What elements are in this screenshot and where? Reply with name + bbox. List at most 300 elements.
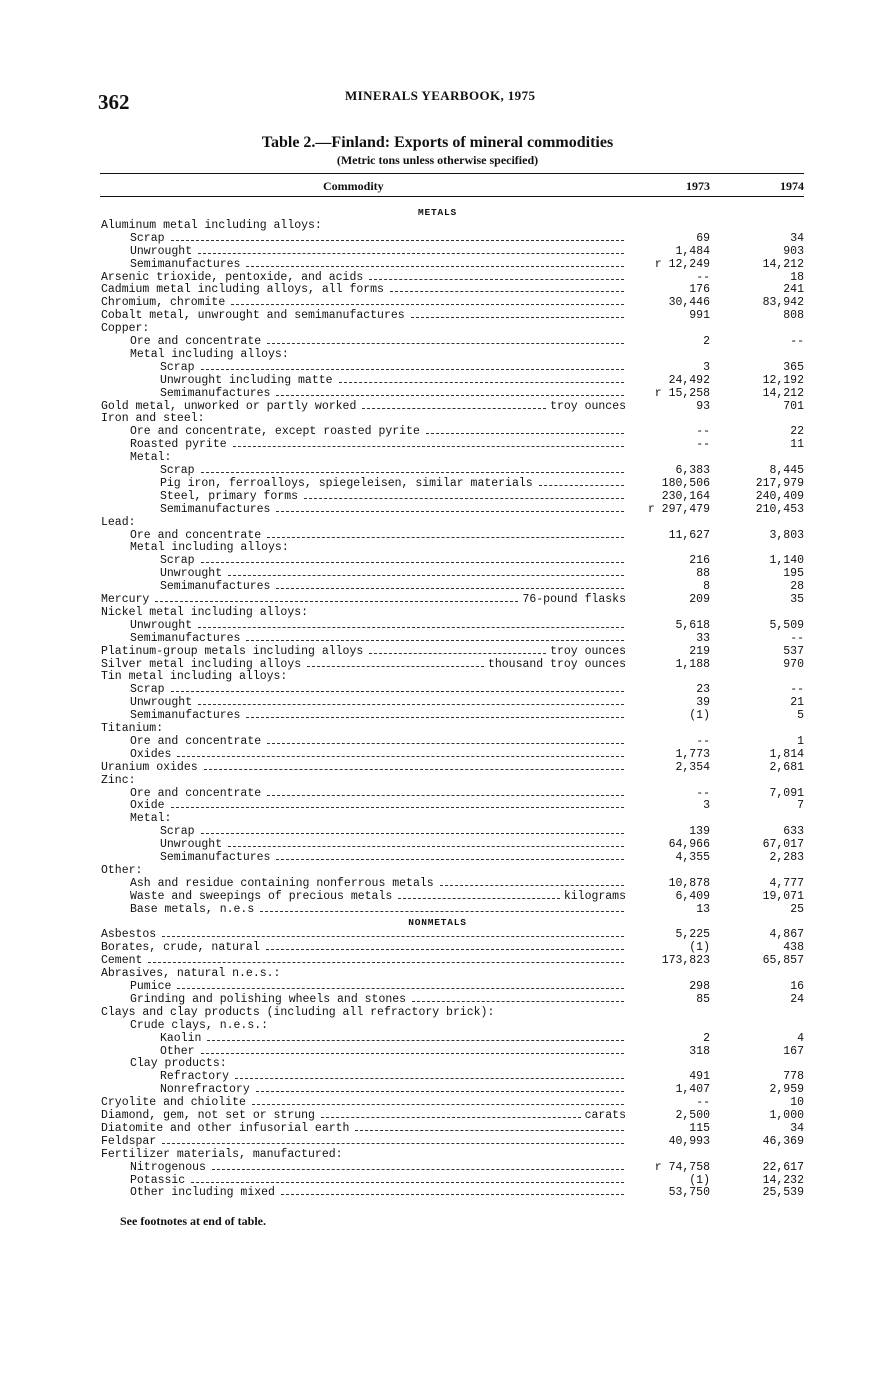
row-label-text: Scrap: [160, 360, 195, 374]
cell-1973: r 297,479: [647, 502, 710, 516]
cell-1973: 88: [696, 567, 710, 581]
row-label: [130, 696, 628, 709]
cell-1973: 23: [696, 683, 710, 697]
row-label-text: Feldspar: [101, 1134, 157, 1148]
row-label-text: Clay products:: [130, 1057, 227, 1071]
cell-1974: 7: [797, 799, 804, 813]
table-row: [0, 1096, 875, 1109]
row-label-text: Kaolin: [160, 1031, 202, 1045]
row-label: [160, 1032, 628, 1045]
cell-1973: 491: [689, 1070, 710, 1084]
row-label: [101, 271, 628, 284]
row-label: [130, 1161, 628, 1174]
dot-leader: [307, 666, 484, 667]
row-label-text: Ore and concentrate: [130, 528, 262, 542]
dot-leader: [369, 653, 546, 654]
table-row: [0, 954, 875, 967]
cell-1973: 991: [689, 309, 710, 323]
row-unit: carats: [584, 1109, 626, 1122]
row-label: [160, 1070, 628, 1083]
table-row: [0, 928, 875, 941]
table-row: [0, 941, 875, 954]
row-label-text: Ore and concentrate: [130, 786, 262, 800]
row-label: [160, 1083, 628, 1096]
cell-1974: 970: [783, 657, 804, 671]
table-row: [0, 348, 875, 361]
table-row: [0, 335, 875, 348]
row-label: [130, 541, 628, 554]
cell-1974: 18: [790, 270, 804, 284]
cell-1974: 1,814: [769, 747, 804, 761]
table-row: [0, 567, 875, 580]
table-row: [0, 412, 875, 425]
row-label: [160, 387, 628, 400]
table-row: [0, 529, 875, 542]
row-unit: thousand troy ounces: [487, 657, 626, 671]
cell-1973: --: [696, 270, 710, 284]
cell-1974: 25,539: [762, 1186, 804, 1200]
row-label-text: Aluminum metal including alloys:: [101, 218, 322, 232]
row-label: [101, 864, 628, 877]
row-label: [130, 1174, 628, 1187]
cell-1973: 1,773: [675, 747, 710, 761]
table-row: [0, 645, 875, 658]
cell-1973: r 12,249: [654, 257, 710, 271]
dot-leader: [260, 911, 624, 912]
cell-1973: 4,355: [675, 851, 710, 864]
table-row: [0, 387, 875, 400]
dot-leader: [246, 640, 624, 641]
cell-1973: 298: [689, 980, 710, 993]
dot-leader: [162, 936, 624, 937]
row-label: [160, 1045, 628, 1058]
table-row: [0, 580, 875, 593]
row-label-text: Scrap: [160, 825, 195, 839]
row-label-text: Semimanufactures: [160, 386, 271, 400]
row-label: [101, 283, 628, 296]
cell-1973: 230,164: [661, 489, 710, 503]
table-row: [0, 296, 875, 309]
cell-1973: 93: [696, 399, 710, 413]
row-label: [160, 580, 628, 593]
table-row: [0, 658, 875, 671]
table-row: [0, 799, 875, 812]
dot-leader: [440, 885, 624, 886]
row-label: [130, 451, 628, 464]
dot-leader: [228, 846, 624, 847]
row-label: [130, 799, 628, 812]
cell-1974: 28: [790, 580, 804, 594]
cell-1973: 8: [703, 580, 710, 594]
cell-1973: (1): [689, 941, 710, 955]
row-label-text: Titanium:: [101, 722, 164, 735]
row-label: [101, 1122, 628, 1135]
dot-leader: [231, 304, 624, 305]
cell-1974: 22,617: [762, 1160, 804, 1174]
cell-1974: 903: [783, 244, 804, 258]
table-row: [0, 890, 875, 903]
cell-1973: 1,407: [675, 1083, 710, 1097]
cell-1973: 85: [696, 992, 710, 1006]
table-row: [0, 683, 875, 696]
table-row: [0, 1148, 875, 1161]
cell-1973: --: [696, 786, 710, 800]
table-row: [0, 374, 875, 387]
table-row: [0, 219, 875, 232]
row-label: [130, 1057, 628, 1070]
row-label: [101, 954, 628, 967]
table-row: [0, 425, 875, 438]
cell-1974: 241: [783, 283, 804, 297]
dot-leader: [267, 537, 624, 538]
table-row: [0, 735, 875, 748]
cell-1973: 173,823: [661, 954, 710, 968]
dot-leader: [267, 743, 624, 744]
dot-leader: [355, 1130, 624, 1131]
row-label-text: Base metals, n.e.s: [130, 902, 255, 916]
table-row: [0, 812, 875, 825]
table-row: [0, 361, 875, 374]
cell-1973: 1,188: [675, 657, 710, 671]
dot-leader: [201, 369, 624, 370]
table-row: [0, 322, 875, 335]
table-row: [0, 670, 875, 683]
dot-leader: [198, 253, 624, 254]
row-label: [101, 219, 628, 232]
row-label-text: Nonrefractory: [160, 1083, 250, 1097]
dot-leader: [362, 408, 546, 409]
row-unit: troy ounces: [550, 399, 626, 413]
cell-1973: 11,627: [668, 528, 710, 542]
dot-leader: [267, 795, 624, 796]
table-row: [0, 232, 875, 245]
row-label: [130, 890, 628, 903]
row-label: [101, 412, 628, 425]
cell-1973: 3: [703, 360, 710, 374]
row-label: [0, 916, 875, 929]
cell-1974: 701: [783, 399, 804, 413]
row-label-text: Steel, primary forms: [160, 489, 299, 503]
row-label-text: Crude clays, n.e.s.:: [130, 1018, 269, 1032]
dot-leader: [201, 562, 624, 563]
cell-1974: 217,979: [755, 476, 804, 490]
row-label: [160, 554, 628, 567]
cell-1974: 14,212: [762, 257, 804, 271]
cell-1974: 2,959: [769, 1083, 804, 1097]
cell-1974: 5: [797, 709, 804, 723]
section-heading: [0, 916, 875, 929]
row-label-text: Scrap: [160, 464, 195, 477]
table-row: [0, 593, 875, 606]
cell-1973: 1,484: [675, 244, 710, 258]
dot-leader: [235, 1078, 624, 1079]
row-label: [130, 903, 628, 916]
dot-leader: [212, 1169, 624, 1170]
row-label: [160, 374, 628, 387]
cell-1973: 40,993: [668, 1134, 710, 1148]
row-label-text: Semimanufactures: [160, 580, 271, 594]
row-label: [101, 296, 628, 309]
dot-leader: [369, 279, 624, 280]
cell-1973: 2: [703, 335, 710, 348]
dot-leader: [148, 962, 624, 963]
row-label-text: Borates, crude, natural: [101, 941, 260, 955]
row-label: [101, 722, 628, 735]
cell-1973: 69: [696, 231, 710, 245]
cell-1974: 808: [783, 309, 804, 323]
cell-1974: 167: [783, 1044, 804, 1058]
row-label: [130, 258, 628, 271]
table-row: [0, 490, 875, 503]
cell-1974: 1,000: [769, 1109, 804, 1122]
cell-1973: 13: [696, 902, 710, 916]
cell-1974: 4: [797, 1031, 804, 1045]
cell-1973: 115: [689, 1121, 710, 1135]
row-label: [130, 425, 628, 438]
cell-1973: 2: [703, 1031, 710, 1045]
cell-1974: 34: [790, 1121, 804, 1135]
row-label-text: Iron and steel:: [101, 412, 205, 426]
row-label-text: Semimanufactures: [160, 851, 271, 864]
table-row: [0, 1019, 875, 1032]
cell-1974: 2,681: [769, 760, 804, 774]
row-label: [130, 1019, 628, 1032]
row-label-text: Pumice: [130, 980, 172, 993]
row-label: [130, 993, 628, 1006]
page-number: 362: [98, 90, 130, 114]
cell-1974: 778: [783, 1070, 804, 1084]
table-title: Table 2.—Finland: Exports of mineral commodities: [261, 134, 614, 151]
dot-leader: [252, 1104, 624, 1105]
row-label-text: Ash and residue containing nonferrous metals: [130, 876, 434, 890]
row-label-text: Arsenic trioxide, pentoxide, and acids: [101, 270, 364, 284]
row-label-text: Gold metal, unworked or partly worked: [101, 399, 357, 413]
cell-1973: 64,966: [668, 838, 710, 852]
row-label-text: Abrasives, natural n.e.s.:: [101, 967, 281, 981]
row-label-text: Scrap: [130, 683, 165, 697]
cell-1973: (1): [689, 1173, 710, 1187]
cell-1974: 67,017: [762, 838, 804, 852]
table-row: [0, 1057, 875, 1070]
row-label-text: Diamond, gem, not set or strung: [101, 1109, 315, 1122]
dot-leader: [191, 1182, 624, 1183]
row-label-text: Nitrogenous: [130, 1160, 206, 1174]
row-label-text: Copper:: [101, 322, 150, 336]
row-label: [160, 825, 628, 838]
cell-1973: 176: [689, 283, 710, 297]
cell-1974: 1,140: [769, 554, 804, 568]
table-row: [0, 1006, 875, 1019]
table-row: [0, 722, 875, 735]
row-label: [130, 619, 628, 632]
row-label-text: Other including mixed: [130, 1186, 275, 1200]
row-label-text: Metal including alloys:: [130, 541, 289, 555]
row-label: [130, 812, 628, 825]
row-label-text: Unwrought including matte: [160, 373, 333, 387]
row-label: [101, 1109, 628, 1122]
table-row: [0, 967, 875, 980]
cell-1973: 216: [689, 554, 710, 568]
dot-leader: [256, 1091, 624, 1092]
row-label-text: NONMETALS: [408, 916, 467, 928]
table-row: [0, 761, 875, 774]
cell-1974: 3,803: [769, 528, 804, 542]
dot-leader: [398, 898, 560, 899]
row-label: [101, 941, 628, 954]
table-row: [0, 438, 875, 451]
row-label: [130, 438, 628, 451]
table-row: [0, 606, 875, 619]
cell-1973: 33: [696, 631, 710, 645]
cell-1974: 4,867: [769, 928, 804, 942]
dot-leader: [411, 317, 624, 318]
row-label-text: Cryolite and chiolite: [101, 1096, 246, 1110]
cell-1973: 5,225: [675, 928, 710, 942]
cell-1974: 35: [790, 593, 804, 606]
row-label-text: Zinc:: [101, 773, 136, 787]
row-label: [130, 980, 628, 993]
row-label-text: Scrap: [130, 231, 165, 245]
cell-1973: r 74,758: [654, 1160, 710, 1174]
cell-1974: 438: [783, 941, 804, 955]
table-row: [0, 309, 875, 322]
table-row: [0, 271, 875, 284]
cell-1973: 209: [689, 593, 710, 606]
row-label: [160, 464, 628, 477]
row-label-text: Clays and clay products (including all refractory brick):: [101, 1005, 495, 1019]
dot-leader: [276, 511, 624, 512]
table-row: [0, 903, 875, 916]
cell-1973: 6,383: [675, 464, 710, 477]
cell-1974: --: [790, 683, 804, 697]
dot-leader: [246, 717, 624, 718]
dot-leader: [177, 988, 624, 989]
cell-1974: 14,212: [762, 386, 804, 400]
row-label: [130, 632, 628, 645]
row-label-text: Scrap: [160, 554, 195, 568]
table-row: [0, 554, 875, 567]
table-row: [0, 748, 875, 761]
row-label-text: Ore and concentrate: [130, 734, 262, 748]
cell-1973: 10,878: [668, 876, 710, 890]
cell-1974: 5,509: [769, 618, 804, 632]
row-label-text: Semimanufactures: [160, 502, 271, 516]
table-row: [0, 245, 875, 258]
table-row: [0, 709, 875, 722]
cell-1974: 25: [790, 902, 804, 916]
dot-leader: [207, 1040, 624, 1041]
row-label: [130, 335, 628, 348]
dot-leader: [201, 1053, 624, 1054]
row-label-text: Other: [160, 1044, 195, 1058]
row-label-text: Chromium, chromite: [101, 296, 226, 310]
row-label: [101, 606, 628, 619]
row-label: [101, 309, 628, 322]
row-label: [101, 1135, 628, 1148]
dot-leader: [321, 1117, 581, 1118]
cell-1973: 24,492: [668, 373, 710, 387]
cell-1974: 633: [783, 825, 804, 839]
row-label-text: Fertilizer materials, manufactured:: [101, 1147, 343, 1161]
cell-1973: --: [696, 734, 710, 748]
row-unit: 76-pound flasks: [522, 593, 626, 606]
dot-leader: [162, 1143, 624, 1144]
row-label-text: Oxide: [130, 799, 165, 813]
cell-1973: 6,409: [675, 889, 710, 903]
footnote: See footnotes at end of table.: [120, 1214, 266, 1228]
row-label: [130, 529, 628, 542]
dot-leader: [266, 949, 624, 950]
row-label-text: Uranium oxides: [101, 760, 198, 774]
dot-leader: [426, 433, 624, 434]
cell-1974: 12,192: [762, 373, 804, 387]
cell-1974: 24: [790, 992, 804, 1006]
row-label: [101, 967, 628, 980]
cell-1974: 22: [790, 425, 804, 439]
table-row: [0, 1161, 875, 1174]
cell-1974: 1: [797, 734, 804, 748]
dot-leader: [304, 498, 624, 499]
table-row: [0, 877, 875, 890]
cell-1973: 53,750: [668, 1186, 710, 1200]
row-label: [0, 206, 875, 219]
cell-1973: --: [696, 1096, 710, 1110]
dot-leader: [204, 769, 624, 770]
dot-leader: [276, 588, 624, 589]
cell-1974: 83,942: [762, 296, 804, 310]
row-label-text: Asbestos: [101, 928, 157, 942]
row-label: [130, 787, 628, 800]
table-row: [0, 1109, 875, 1122]
row-label: [130, 735, 628, 748]
row-label-text: Mercury: [101, 593, 150, 606]
table-row: [0, 787, 875, 800]
table-row: [0, 619, 875, 632]
dot-leader: [539, 485, 624, 486]
row-label: [101, 593, 628, 606]
row-label: [130, 348, 628, 361]
dot-leader: [390, 291, 624, 292]
row-label: [160, 490, 628, 503]
cell-1973: 180,506: [661, 476, 710, 490]
cell-1974: 10: [790, 1096, 804, 1110]
row-label-text: Unwrought: [160, 567, 223, 581]
row-label: [101, 1006, 628, 1019]
cell-1974: --: [790, 631, 804, 645]
row-label-text: Unwrought: [130, 618, 193, 632]
table-row: [0, 258, 875, 271]
column-header-1974: 1974: [780, 179, 804, 193]
table-row: [0, 1186, 875, 1199]
dot-leader: [201, 833, 624, 834]
row-label-text: Diatomite and other infusorial earth: [101, 1121, 350, 1135]
row-label-text: Nickel metal including alloys:: [101, 605, 309, 619]
cell-1974: 46,369: [762, 1134, 804, 1148]
row-label: [101, 645, 628, 658]
cell-1973: (1): [689, 709, 710, 723]
cell-1974: 4,777: [769, 876, 804, 890]
table-row: [0, 851, 875, 864]
row-label-text: Oxides: [130, 747, 172, 761]
dot-leader: [276, 395, 624, 396]
row-label: [160, 838, 628, 851]
row-label: [160, 477, 628, 490]
cell-1973: 5,618: [675, 618, 710, 632]
row-label-text: Cobalt metal, unwrought and semimanufactures: [101, 309, 405, 323]
row-label-text: Ore and concentrate, except roasted pyrite: [130, 425, 420, 439]
table-row: [0, 1083, 875, 1096]
row-label: [130, 1186, 628, 1199]
